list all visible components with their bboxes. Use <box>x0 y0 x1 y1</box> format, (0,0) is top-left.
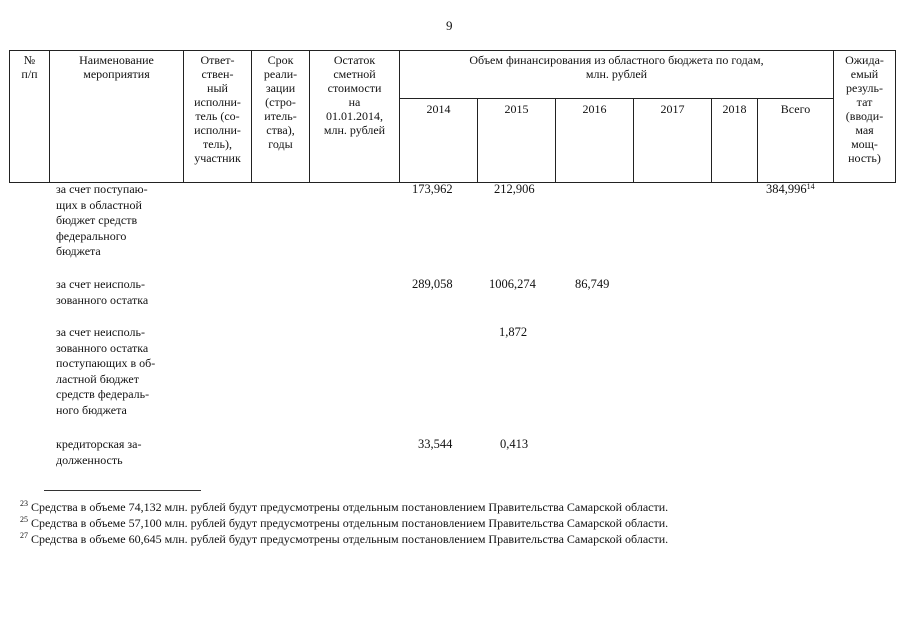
header-num: № п/п <box>10 51 50 183</box>
row-value-2015: 1006,274 <box>489 277 536 291</box>
header-responsible: Ответ- ствен- ный исполни- тель (со- исполни- тель), участник <box>184 51 252 183</box>
header-year-2017: 2017 <box>634 99 712 183</box>
row-value-2015: 0,413 <box>500 437 529 451</box>
header-name: Наименование мероприятия <box>50 51 184 183</box>
footnote-mark: 25 <box>20 515 28 524</box>
row-value-2015: 1,872 <box>499 325 528 339</box>
footnote-text: Средства в объеме 74,132 млн. рублей будут предусмотрены отдельным постановлением Правительства Самарской области. <box>31 500 669 514</box>
row-value-2014: 173,962 <box>412 182 453 196</box>
footnote-mark: 23 <box>20 499 28 508</box>
row-value-2014: 33,544 <box>418 437 453 451</box>
row-value-2014: 289,058 <box>412 277 453 291</box>
header-year-2016: 2016 <box>556 99 634 183</box>
footnote-separator <box>44 490 201 491</box>
header-balance: Остаток сметной стоимости на 01.01.2014, млн. рублей <box>310 51 400 183</box>
header-financing: Объем финансирования из областного бюджета по годам, млн. рублей <box>400 51 834 99</box>
financing-table-header <box>9 50 896 183</box>
total-footnote-mark: 14 <box>806 182 815 191</box>
footnote-mark: 27 <box>20 531 28 540</box>
header-term: Срок реали- зации (стро- итель- ства), годы <box>252 51 310 183</box>
row-label: кредиторская за- долженность <box>56 437 142 467</box>
footnote-text: Средства в объеме 57,100 млн. рублей будут предусмотрены отдельным постановлением Правительства Самарской области. <box>31 516 669 530</box>
header-year-2018: 2018 <box>712 99 758 183</box>
total-value: 384,996 <box>766 182 807 196</box>
row-label: за счет неисполь- зованного остатка поступающих в об- ластной бюджет средств федераль- ного бюджета <box>56 325 156 417</box>
footnote-text: Средства в объеме 60,645 млн. рублей будут предусмотрены отдельным постановлением Правительства Самарской области. <box>31 532 669 546</box>
row-label: за счет неисполь- зованного остатка <box>56 277 149 307</box>
footnote <box>20 532 668 546</box>
header-result: Ожида- емый резуль- тат (вводи- мая мощ- ность) <box>834 51 896 183</box>
footnote <box>20 500 668 514</box>
row-value-2015: 212,906 <box>494 182 535 196</box>
header-total: Всего <box>758 99 834 183</box>
row-value-2016: 86,749 <box>575 277 610 291</box>
table-body <box>0 182 905 482</box>
page-number: 9 <box>446 18 453 33</box>
row-value-total <box>766 182 815 197</box>
footnote <box>20 516 668 530</box>
header-year-2015: 2015 <box>478 99 556 183</box>
header-year-2014: 2014 <box>400 99 478 183</box>
row-label: за счет поступаю- щих в областной бюджет средств федерального бюджета <box>56 182 148 258</box>
